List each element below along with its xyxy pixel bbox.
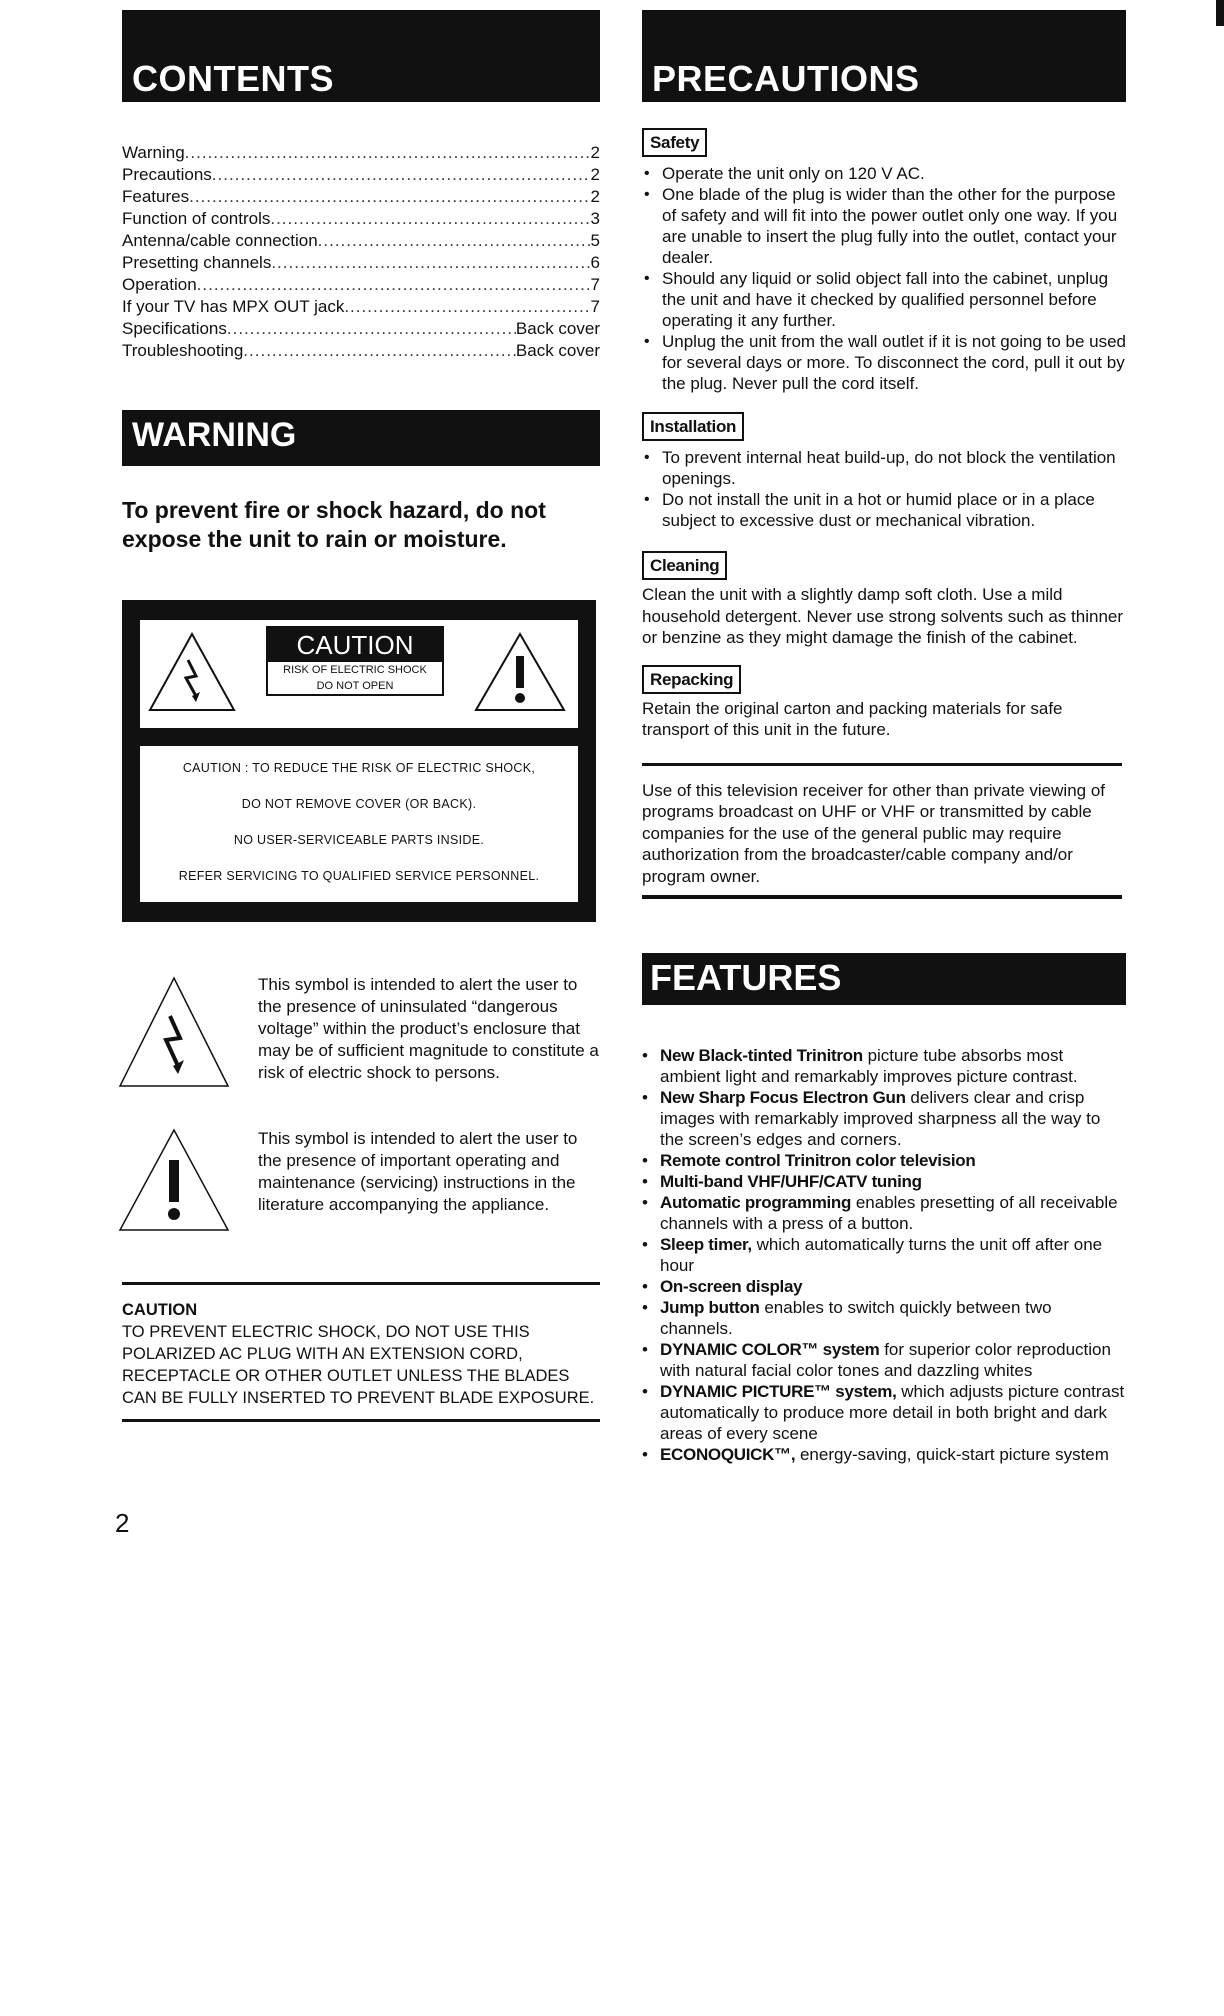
caution-label-top: [140, 620, 578, 728]
right-column: [642, 0, 1126, 1465]
exclamation-symbol-explanation: This symbol is intended to alert the user to the presence of important operating and maintenance (servicing) instructions in the literature accompanying the appliance.: [122, 1128, 600, 1268]
voltage-symbol-explanation: This symbol is intended to alert the user to the presence of uninsulated “dangerous voltage” within the product’s enclosure that may be of sufficient magnitude to constitute a risk of electric shock to persons.: [122, 974, 600, 1114]
toc-item[interactable]: Function of controls ..... 3: [122, 208, 600, 230]
toc-item[interactable]: Troubleshooting ..... Back cover: [122, 340, 600, 362]
caution-label-box: [122, 600, 596, 922]
feature-item: • Sleep timer, which automatically turns the unit off after one hour: [642, 1234, 1126, 1276]
plug-caution-title: CAUTION: [122, 1301, 198, 1319]
feature-item: • Remote control Trinitron color television: [642, 1150, 1126, 1171]
page-number: 2: [115, 1508, 130, 1538]
lightning-triangle-icon: [148, 632, 236, 712]
feature-item: • New Sharp Focus Electron Gun delivers clear and crisp images with remarkably improved sharpness all the way to the screen’s edges and corners.: [642, 1087, 1126, 1150]
installation-section: [642, 412, 1126, 531]
repacking-label: Repacking: [642, 665, 741, 694]
page-edge-mark: [1216, 0, 1224, 26]
divider: [642, 895, 1122, 899]
list-item: • One blade of the plug is wider than the other for the purpose of safety and will fit into the power outlet only one way. If you are unable to insert the plug fully into the outlet, contact your dealer.: [642, 184, 1126, 268]
list-item: • Unplug the unit from the wall outlet if it is not going to be used for several days or more. To disconnect the cord, pull it out by the plug. Never pull the cord itself.: [642, 331, 1126, 394]
toc-item[interactable]: Presetting channels ..... 6: [122, 252, 600, 274]
toc-item[interactable]: Antenna/cable connection ..... 5: [122, 230, 600, 252]
divider: [642, 763, 1122, 766]
toc-item[interactable]: Features ..... 2: [122, 186, 600, 208]
contents-header: [122, 10, 600, 102]
feature-item: • DYNAMIC COLOR™ system for superior color reproduction with natural facial color tones and dazzling whites: [642, 1339, 1126, 1381]
features-header: [642, 953, 1126, 1005]
feature-item: • Multi-band VHF/UHF/CATV tuning: [642, 1171, 1126, 1192]
toc-item[interactable]: Operation ..... 7: [122, 274, 600, 296]
installation-list: [642, 447, 1126, 531]
safety-list: [642, 163, 1126, 394]
caution-sticker-sub2: DO NOT OPEN: [316, 680, 394, 692]
caution-sticker: [266, 626, 444, 696]
installation-label: Installation: [642, 412, 744, 441]
feature-item: • On-screen display: [642, 1276, 1126, 1297]
exclamation-triangle-icon: [474, 632, 566, 712]
list-item: • Do not install the unit in a hot or humid place or in a place subject to excessive dust or mechanical vibration.: [642, 489, 1126, 531]
cleaning-section: [642, 551, 1126, 649]
toc-item[interactable]: If your TV has MPX OUT jack ..... 7: [122, 296, 600, 318]
feature-item: • DYNAMIC PICTURE™ system, which adjusts picture contrast automatically to produce more detail in both bright and dark areas of every scene: [642, 1381, 1126, 1444]
exclamation-triangle-icon: [118, 1128, 230, 1232]
list-item: • Operate the unit only on 120 V AC.: [642, 163, 1126, 184]
toc-item[interactable]: Warning ..... 2: [122, 142, 600, 164]
feature-item: • Automatic programming enables presetting of all receivable channels with a press of a button.: [642, 1192, 1126, 1234]
lightning-triangle-icon: [118, 976, 230, 1088]
repacking-section: [642, 665, 1126, 741]
caution-sticker-title: CAUTION: [268, 628, 442, 662]
features-list: [642, 1045, 1126, 1465]
caution-label-text: CAUTION : TO REDUCE THE RISK OF ELECTRIC SHOCK, DO NOT REMOVE COVER (OR BACK). NO USER-SERVICEABLE PARTS INSIDE. REFER SERVICING TO QUALIFIED SERVICE PERSONNEL.: [140, 746, 578, 902]
precautions-title: PRECAUTIONS: [652, 58, 920, 99]
toc-item[interactable]: Specifications ..... Back cover: [122, 318, 600, 340]
feature-item: • Jump button enables to switch quickly between two channels.: [642, 1297, 1126, 1339]
warning-title: WARNING: [132, 416, 297, 454]
safety-label: Safety: [642, 128, 707, 157]
list-item: • Should any liquid or solid object fall into the cabinet, unplug the unit and have it checked by qualified personnel before operating it any further.: [642, 268, 1126, 331]
cleaning-text: Clean the unit with a slightly damp soft cloth. Use a mild household detergent. Never use strong solvents such as thinner or benzine as they might damage the finish of the cabinet.: [642, 585, 1124, 647]
left-column: [122, 0, 600, 1422]
divider: [122, 1282, 600, 1285]
feature-item: • ECONOQUICK™, energy-saving, quick-start picture system: [642, 1444, 1126, 1465]
safety-section: [642, 128, 1126, 394]
plug-caution-note: [122, 1299, 600, 1409]
warning-header: [122, 410, 600, 466]
table-of-contents: [122, 142, 600, 362]
divider: [122, 1419, 600, 1422]
fire-hazard-warning: To prevent fire or shock hazard, do not expose the unit to rain or moisture.: [122, 497, 546, 552]
features-title: FEATURES: [650, 957, 842, 998]
cleaning-label: Cleaning: [642, 551, 727, 580]
broadcast-notice: Use of this television receiver for other than private viewing of programs broadcast on UHF or VHF or transmitted by cable companies for the use of the general public may require authorization from the broadcaster/cable company and/or program owner.: [642, 780, 1106, 886]
list-item: • To prevent internal heat build-up, do not block the ventilation openings.: [642, 447, 1126, 489]
plug-caution-text: TO PREVENT ELECTRIC SHOCK, DO NOT USE THIS POLARIZED AC PLUG WITH AN EXTENSION CORD, RECEPTACLE OR OTHER OUTLET UNLESS THE BLADES CAN BE FULLY INSERTED TO PREVENT BLADE EXPOSURE.: [122, 1323, 595, 1407]
caution-sticker-sub1: RISK OF ELECTRIC SHOCK: [283, 664, 427, 676]
contents-title: CONTENTS: [132, 58, 334, 99]
repacking-text: Retain the original carton and packing materials for safe transport of this unit in the future.: [642, 698, 1063, 739]
feature-item: • New Black-tinted Trinitron picture tube absorbs most ambient light and remarkably improves picture contrast.: [642, 1045, 1126, 1087]
toc-item[interactable]: Precautions ..... 2: [122, 164, 600, 186]
precautions-header: [642, 10, 1126, 102]
